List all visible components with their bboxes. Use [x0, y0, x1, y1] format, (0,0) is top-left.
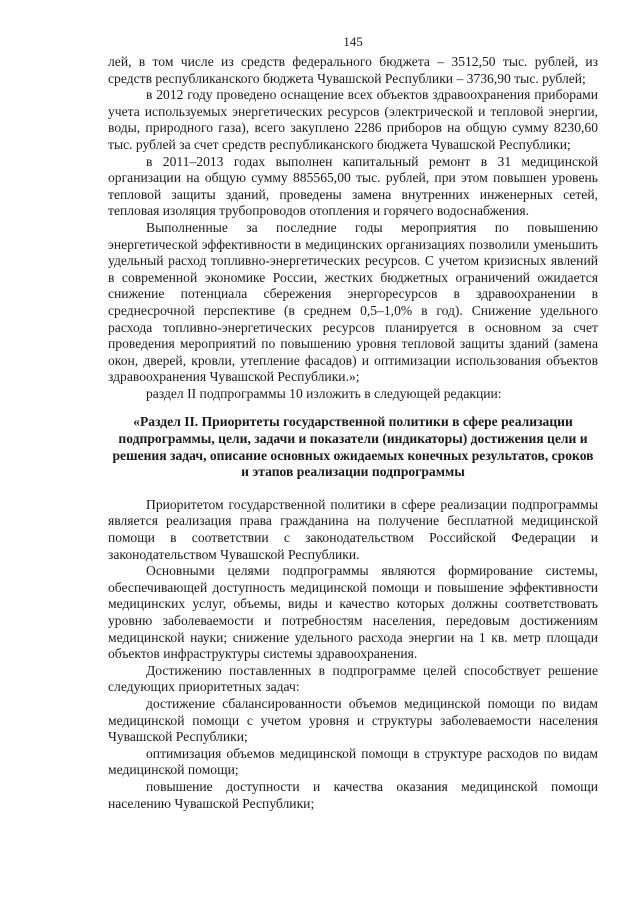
paragraph: Основными целями подпрограммы являются формирование системы, обеспечивающей доступность медицинской помощи и повышение эффективности медицинских услуг, объемы, виды и качество которых должны соответствовать уровню заболеваемости и потребностям населения, передовым достижениям медицинской науки; снижение удельного расхода энергии на 1 кв. метр площади объектов инфраструктуры системы здравоохранения.: [108, 563, 598, 662]
paragraph: оптимизация объемов медицинской помощи в структуре расходов по видам медицинской помощи;: [108, 745, 598, 778]
page-number: 145: [343, 34, 363, 49]
paragraph: Приоритетом государственной политики в сфере реализации подпрограммы является реализация права гражданина на получение бесплатной медицинской помощи в соответствии с законодательством Российской Федерации и законодательством Чувашской Республики.: [108, 496, 598, 562]
section-title: «Раздел II. Приоритеты государственной политики в сфере реализации подпрограммы, цели, задачи и показатели (индикаторы) достижения цели и решения задач, описание основных ожидаемых конечных результатов, сроков и этапов реализации подпрограммы: [112, 414, 594, 480]
paragraph: Выполненные за последние годы мероприятия по повышению энергетической эффективности в медицинских организациях позволили уменьшить удельный расход топливно-энергетических ресурсов. С учетом кризисных явлений в современной экономике России, жестких бюджетных ограничений ожидается снижение потенциала сбережения энергоресурсов в здравоохранении в среднесрочной перспективе (в среднем 0,5–1,0% в год). Снижение удельного расхода топливно-энергетических ресурсов планируется в основном за счет проведения мероприятий по повышению уровня тепловой защиты зданий (замена окон, дверей, кровли, утепление фасадов) и оптимизации использования объектов здравоохранения Чувашской Республики.»;: [108, 219, 598, 385]
paragraph: раздел II подпрограммы 10 изложить в следующей редакции:: [146, 385, 502, 401]
bottom-text-block: [108, 497, 598, 812]
top-text-block: [108, 54, 598, 402]
paragraph: повышение доступности и качества оказания медицинской помощи населению Чувашской Республики;: [108, 778, 598, 811]
paragraph: лей, в том числе из средств федерального бюджета – 3512,50 тыс. рублей, из средств республиканского бюджета Чувашской Республики – 3736,90 тыс. рублей;: [108, 54, 598, 86]
paragraph: в 2012 году проведено оснащение всех объектов здравоохранения приборами учета используемых энергетических ресурсов (электрической и тепловой энергии, воды, природного газа), всего закуплено 2286 приборов на общую сумму 8230,60 тыс. рублей за счет средств республиканского бюджета Чувашской Республики;: [108, 87, 598, 152]
spacer: [108, 481, 598, 497]
paragraph: достижение сбалансированности объемов медицинской помощи по видам медицинской помощи с учетом уровня и структуры заболеваемости населения Чувашской Республики;: [108, 695, 598, 745]
document-page: [108, 34, 598, 812]
paragraph: Достижению поставленных в подпрограмме целей способствует решение следующих приоритетных задач:: [108, 662, 598, 695]
paragraph: в 2011–2013 годах выполнен капитальный ремонт в 31 медицинской организации на общую сумму 885565,00 тыс. рублей, при этом повышен уровень тепловой защиты зданий, проведены замена внутренних инженерных сетей, тепловая изоляция трубопроводов отопления и горячего водоснабжения.: [108, 153, 598, 219]
